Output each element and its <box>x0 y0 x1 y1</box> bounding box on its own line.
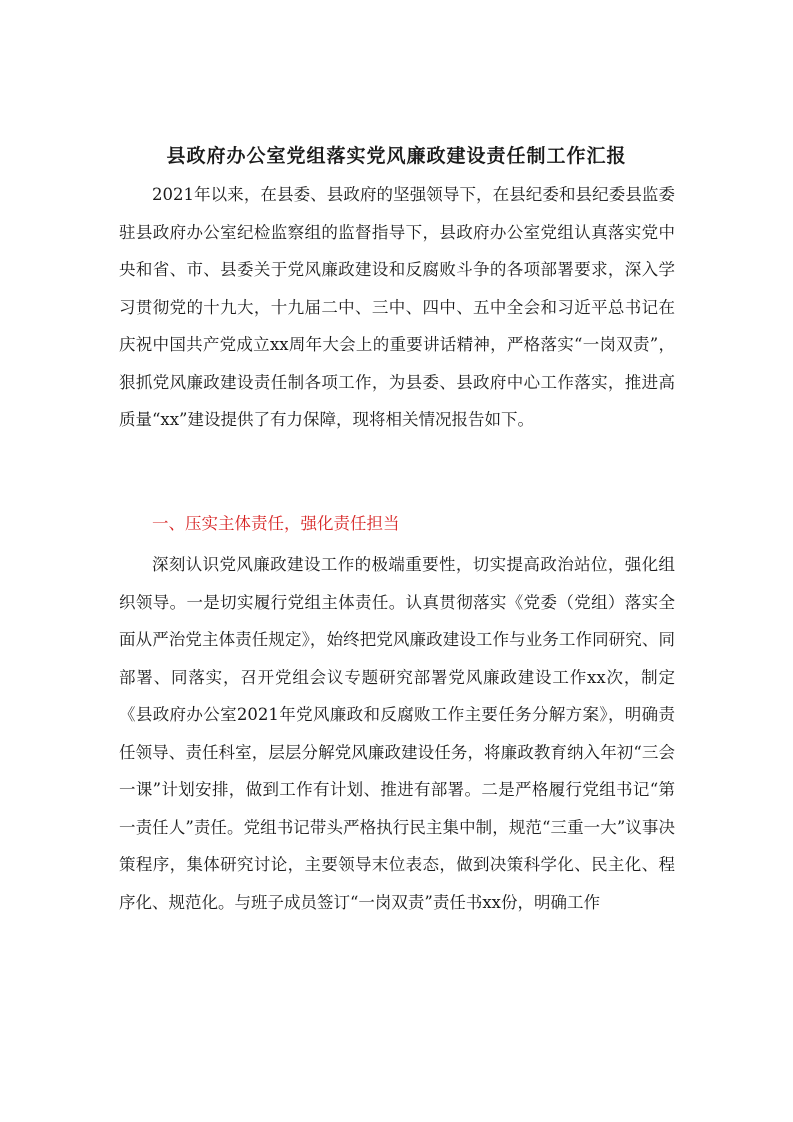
section-paragraph: 深刻认识党风廉政建设工作的极端重要性，切实提高政治站位，强化组织领导。一是切实履行党组主体责任。认真贯彻落实《党委（党组）落实全面从严治党主体责任规定》，始终把党风廉政建设工作与业务工作同研究、同部署、同落实，召开党组会议专题研究部署党风廉政建设工作xx次，制定《县政府办公室2021年党风廉政和反腐败工作主要任务分解方案》，明确责任领导、责任科室，层层分解党风廉政建设任务，将廉政教育纳入年初“三会一课”计划安排，做到工作有计划、推进有部署。二是严格履行党组书记“第一责任人”责任。党组书记带头严格执行民主集中制，规范“三重一大”议事决策程序，集体研究讨论，主要领导末位表态，做到决策科学化、民主化、程序化、规范化。与班子成员签订“一岗双责”责任书xx份，明确工作 <box>119 555 675 912</box>
section-heading: 一、压实主体责任，强化责任担当 <box>152 514 400 533</box>
intro-paragraph: 2021年以来，在县委、县政府的坚强领导下，在县纪委和县纪委县监委驻县政府办公室纪检监察组的监督指导下，县政府办公室党组认真落实党中央和省、市、县委关于党风廉政建设和反腐败斗争的各项部署要求，深入学习贯彻党的十九大，十九届二中、三中、四中、五中全会和习近平总书记在庆祝中国共产党成立xx周年大会上的重要讲话精神，严格落实“一岗双责”，狠抓党风廉政建设责任制各项工作，为县委、县政府中心工作落实，推进高质量“xx”建设提供了有力保障，现将相关情况报告如下。 <box>119 185 675 429</box>
document-title: 县政府办公室党组落实党风廉政建设责任制工作汇报 <box>166 144 627 167</box>
